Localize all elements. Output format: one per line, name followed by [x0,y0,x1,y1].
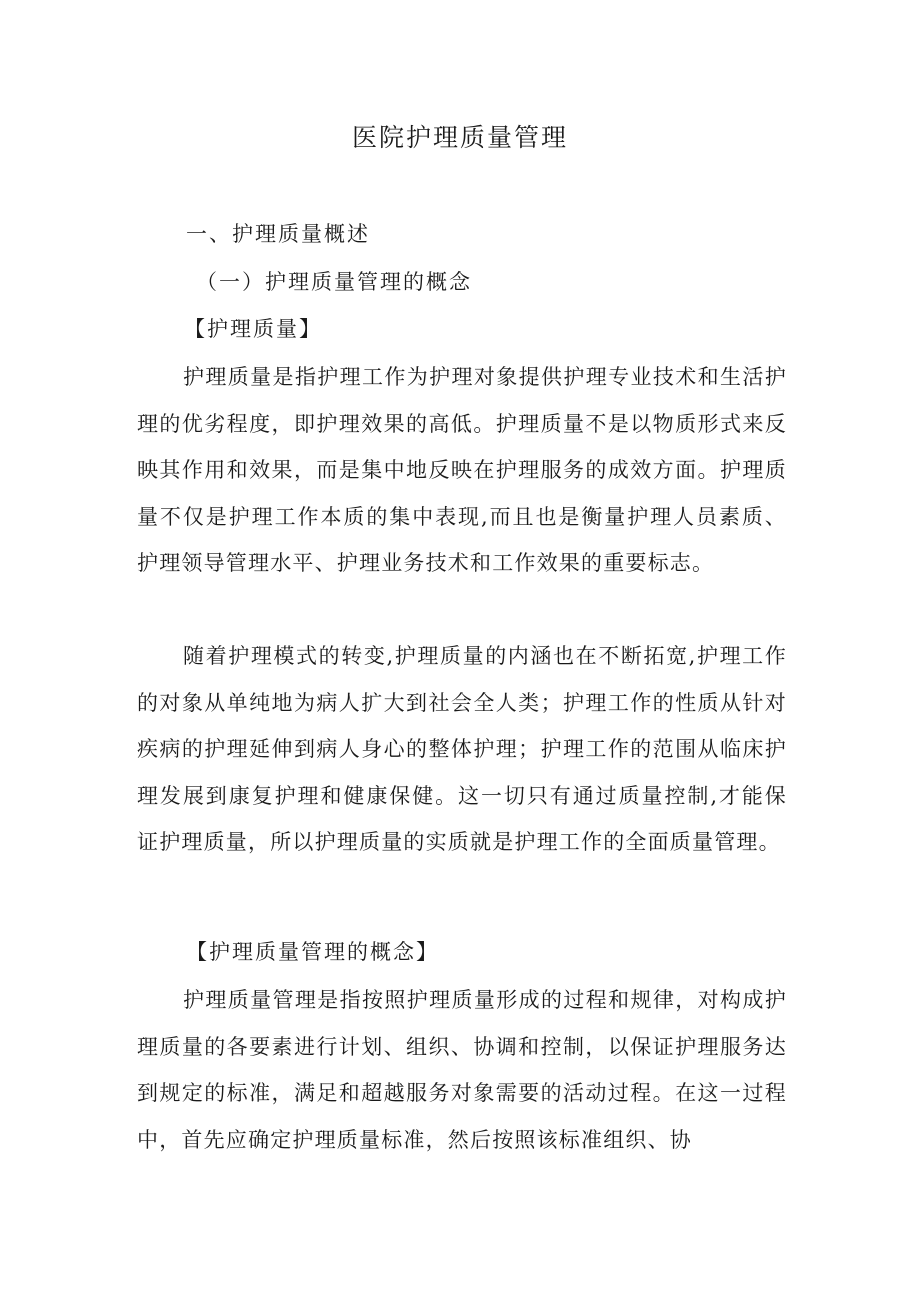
document-title: 医院护理质量管理 [351,123,568,152]
term-heading-quality-management-concept: 【护理质量管理的概念】 [186,940,439,964]
paragraph-nursing-quality-definition: 护理质量是指护理工作为护理对象提供护理专业技术和生活护理的优劣程度，即护理效果的高低。护理质量不是以物质形式来反映其作用和效果，而是集中地反映在护理服务的成效方面。护理质量不仅是护理工作本质的集中表现,而且也是衡量护理人员素质、护理领导管理水平、护理业务技术和工作效果的重要标志。 [137,365,787,575]
paragraph-nursing-quality-connotation: 随着护理模式的转变,护理质量的内涵也在不断拓宽,护理工作的对象从单纯地为病人扩大到社会全人类；护理工作的性质从针对疾病的护理延伸到病人身心的整体护理；护理工作的范围从临床护理发展到康复护理和健康保健。这一切只有通过质量控制,才能保证护理质量，所以护理质量的实质就是护理工作的全面质量管理。 [137,644,787,854]
term-heading-nursing-quality: 【护理质量】 [184,317,322,341]
section-heading: 一、护理质量概述 [186,222,370,246]
subsection-heading: （一）护理质量管理的概念 [196,270,472,294]
paragraph-quality-management-definition: 护理质量管理是指按照护理质量形成的过程和规律，对构成护理质量的各要素进行计划、组织、协调和控制，以保证护理服务达到规定的标准，满足和超越服务对象需要的活动过程。在这一过程中，首先应确定护理质量标准，然后按照该标准组织、协 [137,988,787,1152]
